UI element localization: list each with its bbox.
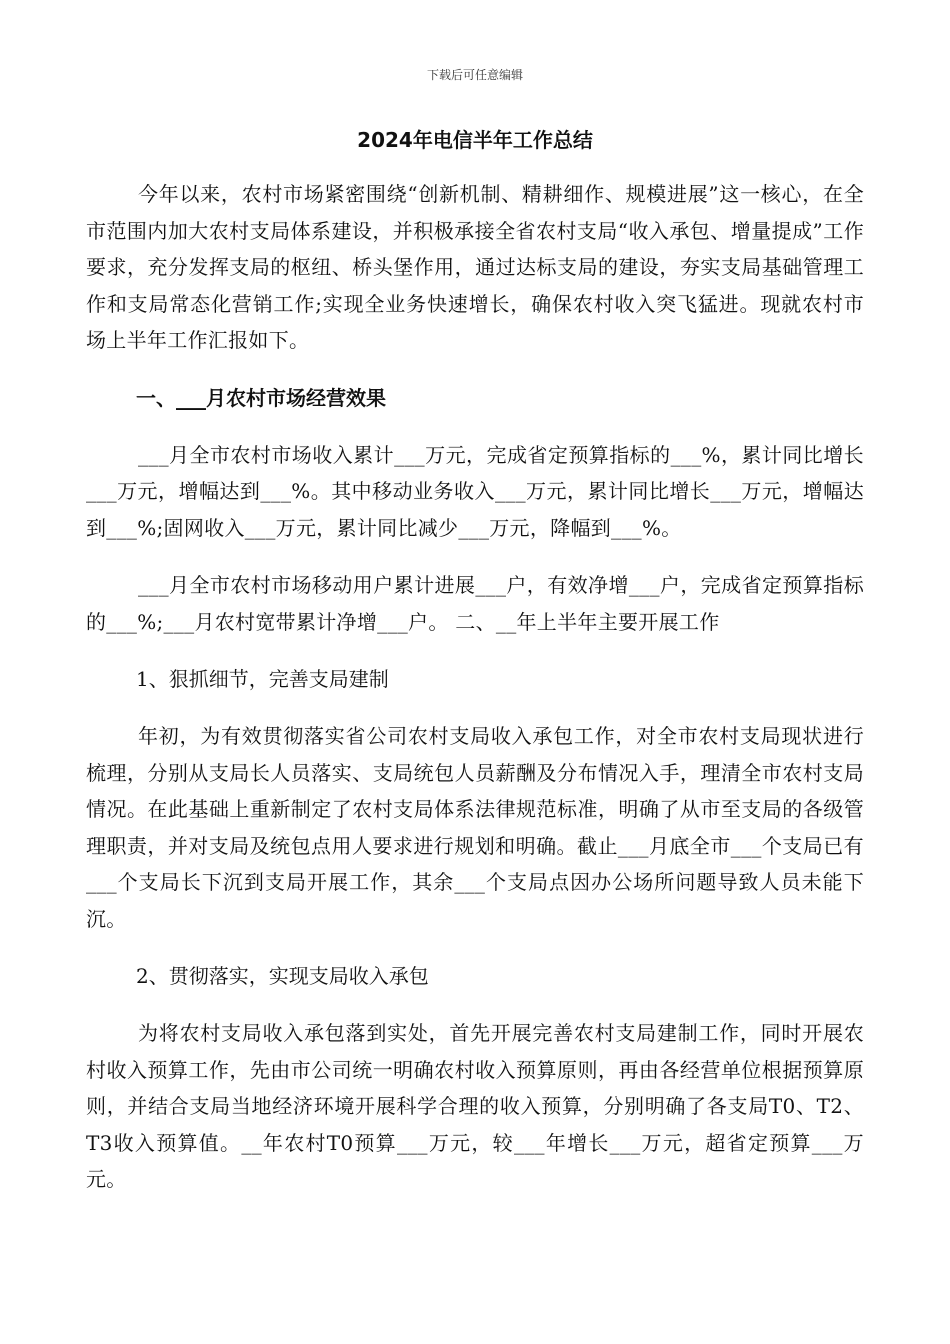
subsection-1-heading: 1、狠抓细节，完善支局建制 [136,667,389,691]
section-1-heading: 一、___月农村市场经营效果 [136,385,386,410]
document-body [86,176,864,1219]
header-note: 下载后可任意编辑 [426,68,523,82]
subsection-2-heading: 2、贯彻落实，实现支局收入承包 [136,964,429,988]
document-title: 2024年电信半年工作总结 [357,128,593,152]
intro-paragraph: 今年以来，农村市场紧密围绕“创新机制、精耕细作、规模进展”这一核心，在全市范围内加大农村支局体系建设，并积极承接全省农村支局“收入承包、增量提成”工作要求，充分发挥支局的枢纽、桥头堡作用，通过达标支局的建设，夯实支局基础管理工作和支局常态化营销工作;实现全业务快速增长，确保农村收入突飞猛进。现就农村市场上半年工作汇报如下。 [86,182,864,352]
section-1-paragraph-1: ___月全市农村市场收入累计___万元，完成省定预算指标的___%，累计同比增长___万元，增幅达到___%。其中移动业务收入___万元，累计同比增长___万元，增幅达到___%;固网收入___万元，累计同比减少___万元，降幅到___%。 [86,442,864,540]
subsection-1-paragraph: 年初，为有效贯彻落实省公司农村支局收入承包工作，对全市农村支局现状进行梳理，分别从支局长人员落实、支局统包人员薪酬及分布情况入手，理清全市农村支局情况。在此基础上重新制定了农村支局体系法律规范标准，明确了从市至支局的各级管理职责，并对支局及统包点用人要求进行规划和明确。截止___月底全市___个支局已有___个支局长下沉到支局开展工作，其余___个支局点因办公场所问题导致人员未能下沉。 [86,724,864,931]
subsection-2-paragraph: 为将农村支局收入承包落到实处，首先开展完善农村支局建制工作，同时开展农村收入预算工作，先由市公司统一明确农村收入预算原则，再由各经营单位根据预算原则，并结合支局当地经济环境开展科学合理的收入预算，分别明确了各支局T0、T2、T3收入预算值。__年农村T0预算___万元，较___年增长___万元，超省定预算___万元。 [86,1021,864,1191]
section-1-paragraph-2: ___月全市农村市场移动用户累计进展___户，有效净增___户，完成省定预算指标的___%;___月农村宽带累计净增___户。 二、__年上半年主要开展工作 [86,573,864,634]
